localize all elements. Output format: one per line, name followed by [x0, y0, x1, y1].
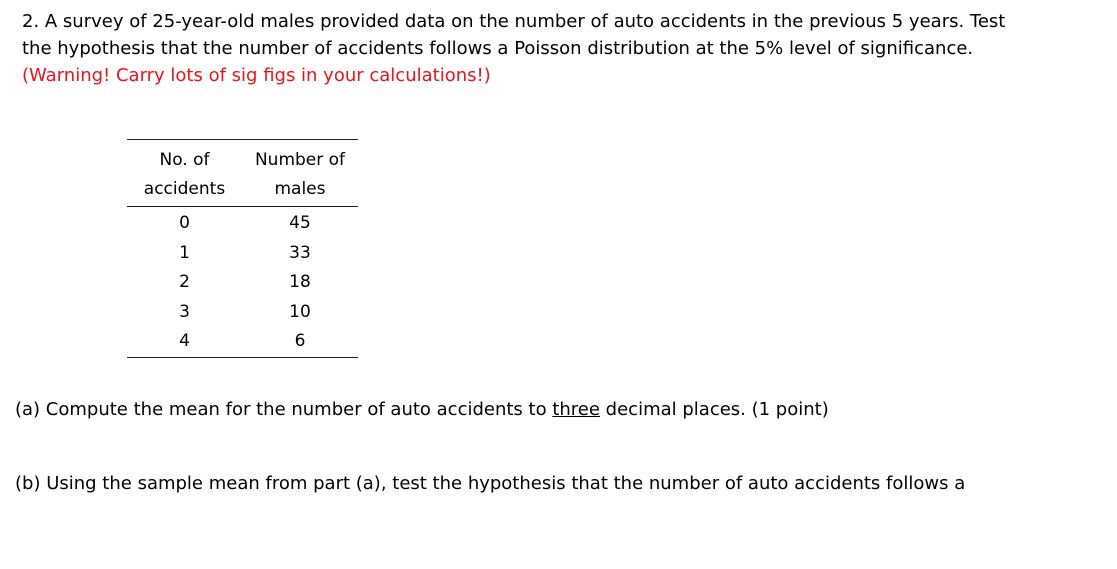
table-row	[127, 298, 358, 328]
problem-statement	[22, 8, 1102, 89]
males-cell: 45	[289, 213, 311, 233]
header-males-line1: Number of	[254, 150, 346, 170]
table-row	[127, 327, 358, 357]
header-accidents-line1: No. of	[159, 150, 210, 170]
males-cell: 18	[289, 272, 311, 292]
accidents-cell: 2	[179, 272, 190, 292]
problem-line-2: the hypothesis that the number of accidents follows a Poisson distribution at the 5% level of significance.	[22, 38, 974, 59]
part-a-text-end: decimal places. (1 point)	[599, 399, 829, 420]
part-b-question: (b) Using the sample mean from part (a), test the hypothesis that the number of auto accidents follows a	[15, 473, 966, 494]
table-row	[127, 207, 358, 239]
header-accidents-line2: accidents	[143, 179, 226, 199]
header-males-line2: males	[274, 179, 326, 199]
table-row	[127, 239, 358, 269]
problem-line-1: 2. A survey of 25-year-old males provided data on the number of auto accidents in the previous 5 years. Test	[22, 11, 1006, 32]
part-a-underlined-word: three	[552, 399, 600, 420]
accidents-table	[127, 139, 358, 358]
accidents-cell: 1	[179, 242, 190, 263]
part-a-question	[15, 398, 829, 422]
warning-note: (Warning! Carry lots of sig figs in your calculations!)	[22, 65, 491, 86]
accidents-cell: 0	[179, 213, 190, 233]
males-cell: 6	[294, 331, 306, 351]
males-cell: 33	[289, 242, 311, 263]
accidents-cell: 4	[179, 331, 190, 351]
accidents-cell: 3	[179, 301, 190, 322]
table-row	[127, 268, 358, 298]
part-a-text-start: (a) Compute the mean for the number of auto accidents to	[15, 399, 553, 420]
males-cell: 10	[289, 301, 311, 322]
